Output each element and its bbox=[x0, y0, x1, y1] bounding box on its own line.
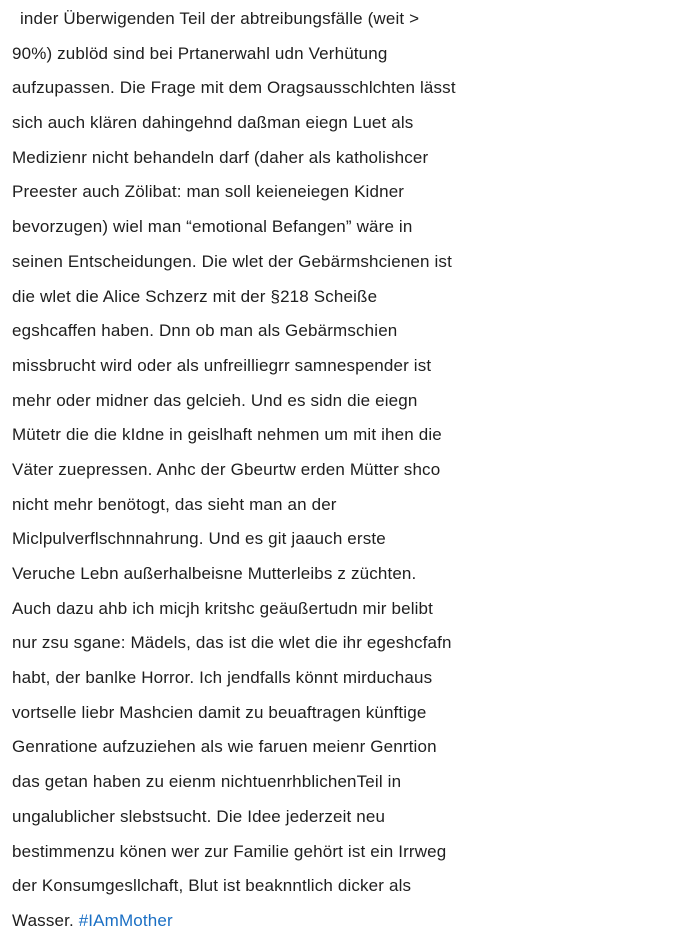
post-text-line: bestimmenzu könen wer zur Familie gehört ist ein Irrweg bbox=[12, 841, 447, 861]
post-text-line: 90%) zublöd sind bei Prtanerwahl udn Verhütung bbox=[12, 43, 388, 63]
post-text-line: inder Überwigenden Teil der abtreibungsfälle (weit > bbox=[20, 9, 420, 28]
post-text-line: sich auch klären dahingehnd daßman eiegn Luet als bbox=[12, 113, 414, 133]
post-text-line: missbrucht wird oder als unfreilliegrr samnespender ist bbox=[12, 355, 432, 375]
post-text-line: seinen Entscheidungen. Die wlet der Gebärmshcienen ist bbox=[12, 251, 452, 271]
post-text-line: Veruche Lebn außerhalbeisne Mutterleibs z züchten. bbox=[12, 564, 417, 583]
post-text-line: Mütetr die die kIdne in geislhaft nehmen um mit ihen die bbox=[12, 425, 442, 445]
post-text-last-words: Wasser. bbox=[12, 910, 74, 930]
post-text-line: Väter zuepressen. Anhc der Gbeurtw erden Mütter shco bbox=[12, 459, 441, 479]
post-text-line: Medizienr nicht behandeln darf (daher als katholishcer bbox=[12, 147, 429, 167]
post-text-line: Auch dazu ahb ich micjh kritshc geäußertudn mir belibt bbox=[12, 598, 434, 618]
post-text-line: vortselle liebr Mashcien damit zu beuaftragen künftige bbox=[12, 702, 427, 722]
post-text-line: habt, der banlke Horror. Ich jendfalls könnt mirduchaus bbox=[12, 668, 433, 688]
post-text-line: das getan haben zu eienm nichtuenrhblichenTeil in bbox=[12, 772, 402, 792]
post-text-line: die wlet die Alice Schzerz mit der §218 Scheiße bbox=[12, 286, 378, 306]
post-text-line: der Konsumgesllchaft, Blut ist beaknntlich dicker als bbox=[12, 876, 412, 896]
post-text-line: nur zsu sgane: Mädels, das ist die wlet die ihr egeshcfafn bbox=[12, 633, 452, 653]
post-text-line: Genratione aufzuziehen als wie faruen meienr Genrtion bbox=[12, 737, 437, 757]
post-text-line: aufzupassen. Die Frage mit dem Oragsausschlchten lässt bbox=[12, 78, 456, 98]
post-text-line: Preester auch Zölibat: man soll keieneiegen Kidner bbox=[12, 182, 405, 202]
post-text-line: egshcaffen haben. Dnn ob man als Gebärmschien bbox=[12, 321, 398, 341]
post-text-line: nicht mehr benötogt, das sieht man an der bbox=[12, 494, 337, 514]
post-text-line: mehr oder midner das gelcieh. Und es sidn die eiegn bbox=[12, 390, 418, 410]
post-text-last-line bbox=[12, 904, 684, 939]
hashtag-link[interactable]: #IAmMother bbox=[78, 910, 173, 930]
post-text-line: Miclpulverflschnnahrung. Und es git jaauch erste bbox=[12, 529, 386, 549]
post-text-line: ungalublicher slebstsucht. Die Idee jederzeit neu bbox=[12, 806, 386, 826]
post-text-line: bevorzugen) wiel man “emotional Befangen” wäre in bbox=[12, 217, 413, 237]
